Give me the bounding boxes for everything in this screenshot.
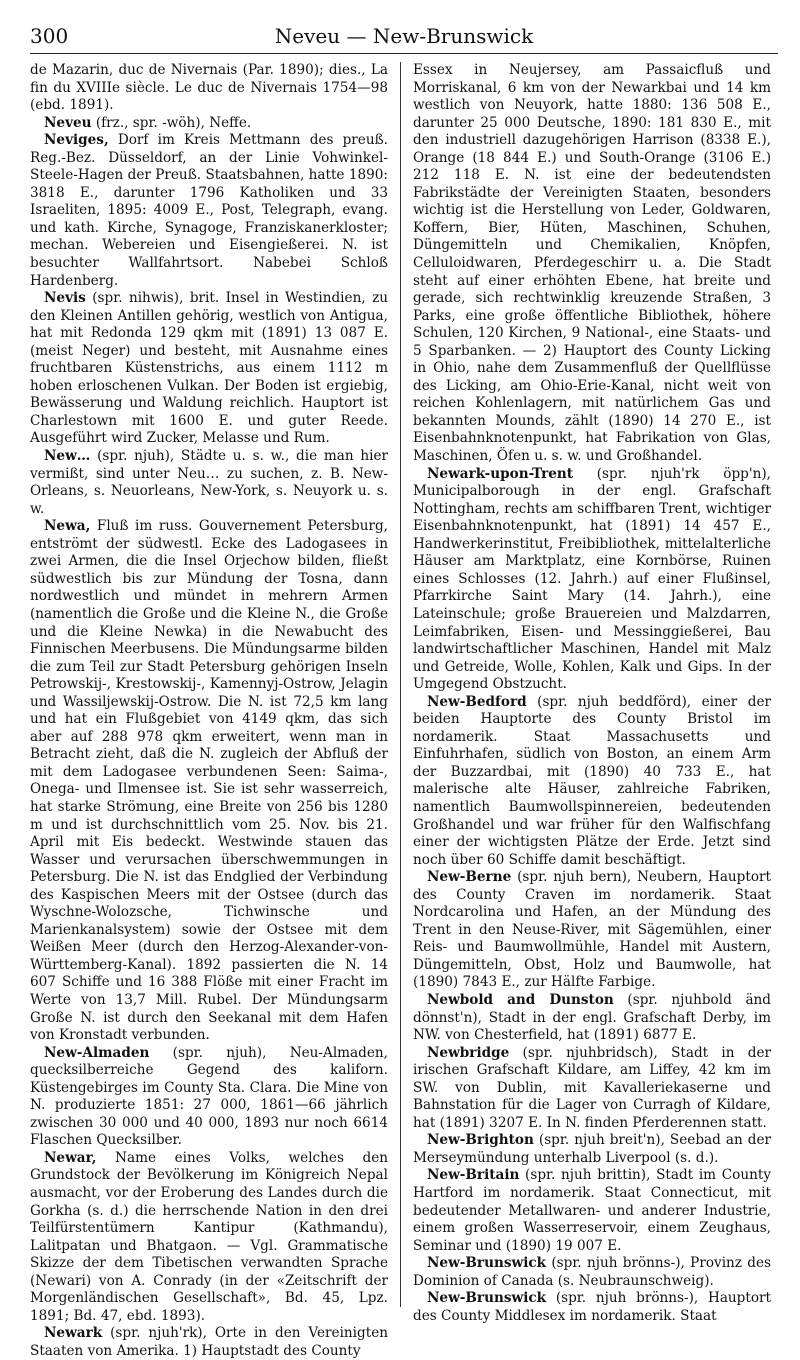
entry-headword: Nevis <box>44 290 86 307</box>
entry-headword: Neveu <box>44 114 92 131</box>
entry-headword: New-Britain <box>427 1167 520 1184</box>
text-columns <box>30 62 778 1359</box>
entry-headword: New-Brunswick <box>427 1290 547 1307</box>
dictionary-entry <box>413 466 771 694</box>
entry-headword: New-Brunswick <box>427 1255 547 1272</box>
entry-text: Name eines Volks, welches den Grundstock der Bevölkerung im Königreich Nepal ausmacht, vor der Eroberung des Landes durch die Gorkha (s. d.) die herrschende Nation in den drei Teilfürstentümern Kantipur (Kathmandu), Lalitpatan und Bhatgaon. — Vgl. Grammatische Skizze der dem Tibetischen verwandten Sprache (Newari) von A. Conrady (in der «Zeitschrift der Morgenländischen Gesellschaft», Bd. 45, Lpz. 1891; Bd. 47, ebd. 1893). <box>30 1149 388 1324</box>
dictionary-entry <box>30 290 388 448</box>
dictionary-entry <box>413 992 771 1045</box>
running-head: Neveu — New-Brunswick <box>274 24 534 48</box>
entry-text: (spr. njuh brönns-), Hauptort des County Middlesex im nordamerik. Staat <box>413 1290 771 1324</box>
entry-text: (spr. njuh), Neu-Almaden, quecksilberreiche Gegend des kaliforn. Küstengebirges im County Sta. Clara. Die Mine von N. produzierte 1851: 27 000, 1861—66 jährlich zwischen 30 000 und 40 000, 1893 nur noch 6614 Flaschen Quecksilber. <box>30 1044 388 1149</box>
right-column <box>405 62 772 1324</box>
entry-headword: New-Almaden <box>44 1044 150 1061</box>
entry-headword: Newbridge <box>427 1044 510 1061</box>
entry-text: (frz., spr. -wöh), Neffe. <box>91 114 252 131</box>
entry-headword: New-Brighton <box>427 1132 534 1149</box>
entry-headword: Newar, <box>44 1149 97 1166</box>
dictionary-entry <box>413 1167 771 1255</box>
dictionary-entry <box>30 115 388 133</box>
page-number: 300 <box>30 24 69 48</box>
entry-headword: New-Berne <box>427 869 512 886</box>
entry-text: Dorf im Kreis Mettmann des preuß. Reg.-Bez. Düsseldorf, an der Linie Vohwinkel-Steele-Hagen der Preuß. Staatsbahnen, hatte 1890: 3818 E., darunter 1796 Katholiken und 33 Israeliten, 1895: 4009 E., Post, Telegraph, evang. und kath. Kirche, Synagoge, Franziskanerkloster; mechan. Webereien und Eisengießerei. N. ist besuchter Wallfahrtsort. Nabebei Schloß Hardenberg. <box>30 132 388 289</box>
dictionary-entry <box>30 448 388 518</box>
dictionary-entry <box>30 518 388 1044</box>
page-header <box>30 24 778 54</box>
left-column <box>30 62 396 1359</box>
dictionary-entry <box>413 1290 771 1325</box>
dictionary-entry <box>413 1045 771 1133</box>
entry-headword: Neviges, <box>44 132 109 149</box>
dictionary-entry <box>413 62 771 466</box>
entry-headword: New-Bedford <box>427 693 527 710</box>
dictionary-entry <box>30 132 388 290</box>
entry-text: (spr. njuh brittin), Stadt im County Hartford im nordamerik. Staat Connecticut, mit bedeutender Metallwaren- und anderer Industrie, einem großen Wasserreservoir, einem Zeughaus, Seminar und (1890) 19 007 E. <box>413 1167 771 1254</box>
entry-headword: New… <box>44 448 91 465</box>
dictionary-entry <box>413 1132 771 1167</box>
dictionary-entry <box>413 1255 771 1290</box>
dictionary-entry <box>30 62 388 115</box>
entry-text: Fluß im russ. Gouvernement Petersburg, entströmt der südwestl. Ecke des Ladogasees in zwei Armen, die die Insel Orjechow bilden, fließt südwestlich bis zur Mündung der Tosna, dann nordwestlich und mündet in mehrern Armen (namentlich die Große und die Kleine N., die Große und die Kleine Newka) in die Newabucht des Finnischen Meerbusens. Die Mündungsarme bilden die zum Teil zur Stadt Petersburg gehörigen Inseln Petrowskij-, Krestowskij-, Kamennyj-Ostrow, Jelagin und Wassiljewskij-Ostrow. Die N. ist 72,5 km lang und hat ein Flußgebiet von 4149 qkm, das sich aber auf 288 978 qkm erweitert, wenn man in Betracht zieht, daß die N. zugleich der Abfluß der mit dem Ladogasee verbundenen Seen: Saima-, Onega- und Ilmensee ist. Sie ist sehr wasserreich, hat starke Strömung, eine Breite von 256 bis 1280 m und ist durchschnittlich vom 25. Nov. bis 21. April mit Eis bedeckt. Westwinde stauen das Wasser und verursachen überschwemmungen in Petersburg. Die N. ist das Endglied der Verbindung des Kaspischen Meers mit der Ostsee (durch das Wyschne-Wolozsche, Tichwinsche und Marienkanalsystem) sowie der Ostsee mit dem Weißen Meer (durch den Herzog-Alexander-von-Württemberg-Kanal). 1892 passierten die N. 14 607 Schiffe und 16 388 Flöße mit einer Fracht im Werte von 13,7 Mill. Rubel. Der Mündungsarm Große N. ist durch den Seekanal mit dem Hafen von Kronstadt verbunden. <box>30 518 388 1044</box>
entry-text: (spr. njuh brönns-), Provinz des Dominion of Canada (s. Neubraunschweig). <box>413 1255 771 1289</box>
entry-text: (spr. njuh'rk), Orte in den Vereinigten Staaten von Amerika. 1) Hauptstadt des County <box>30 1325 388 1359</box>
entry-text: de Mazarin, duc de Nivernais (Par. 1890); dies., La fin du XVIIIe siècle. Le duc de Nivernais 1754—98 (ebd. 1891). <box>30 62 388 114</box>
entry-text: (spr. njuh beddförd), einer der beiden Hauptorte des County Bristol im nordamerik. Staat Massachusetts und Einfuhrhafen, südlich von Boston, an einem Arm der Buzzardbai, mit (1890) 40 733 E., hat malerische alte Häuser, zahlreiche Fabriken, namentlich Baumwollspinnereien, bedeutenden Großhandel und war früher für den Walfischfang einer der wichtigsten Plätze der Erde. Jetzt sind noch über 60 Schiffe damit beschäftigt. <box>413 693 771 868</box>
entry-text: Essex in Neujersey, am Passaicfluß und Morriskanal, 6 km von der Newarkbai und 14 km westlich von Neuyork, hatte 1880: 136 508 E., darunter 25 000 Deutsche, 1890: 181 830 E., mit den industriell dazugehörigen Harrison (8338 E.), Orange (18 844 E.) und South-Orange (3106 E.) 212 118 E. N. ist eine der bedeutendsten Fabrikstädte der Vereinigten Staaten, besonders wichtig ist die Herstellung von Leder, Goldwaren, Koffern, Bier, Hüten, Maschinen, Schuhen, Düngemitteln und Chemikalien, Knöpfen, Celluloidwaren, Pferdegeschirr u. a. Die Stadt steht auf einer erhöhten Ebene, hat breite und gerade, sich rechtwinklig kreuzende Straßen, 3 Parks, eine große öffentliche Bibliothek, höhere Schulen, 120 Kirchen, 9 National-, eine Staats- und 5 Sparbanken. — 2) Hauptort des County Licking in Ohio, nahe dem Zusammenfluß der Quellflüsse des Licking, am Ohio-Erie-Kanal, nicht weit von reichen Kohlenlagern, mit natürlichem Gas und bekannten Mounds, zählt (1890) 14 270 E., ist Eisenbahnknotenpunkt, hat Fabrikation von Glas, Maschinen, Öfen u. s. w. und Großhandel. <box>413 62 771 465</box>
dictionary-entry <box>413 694 771 869</box>
entry-text: (spr. njuh bern), Neubern, Hauptort des County Craven im nordamerik. Staat Nordcarolina und Hafen, an der Mündung des Trent in den Neuse-River, mit Sägemühlen, einer Reis- und Baumwollmühle, Handel mit Austern, Düngemitteln, Obst, Holz und Baumwolle, hat (1890) 7843 E., zur Hälfte Farbige. <box>413 869 771 991</box>
entry-text: (spr. njuhbold änd dönnst'n), Stadt in der engl. Grafschaft Derby, im NW. von Chesterfield, hat (1891) 6877 E. <box>413 991 772 1044</box>
entry-text: (spr. nihwis), brit. Insel in Westindien, zu den Kleinen Antillen gehörig, westlich von Antigua, hat mit Redonda 129 qkm mit (1891) 13 087 E. (meist Neger) und besteht, mit Ausnahme eines fruchtbaren Küstenstrichs, aus einem 1112 m hoben erloschenen Vulkan. Der Boden ist ergiebig, Bewässerung und Waldung reichlich. Hauptort ist Charlestown mit 1600 E. und guter Reede. Ausgeführt wird Zucker, Melasse und Rum. <box>30 290 388 447</box>
entry-text: (spr. njuh'rk öpp'n), Municipalborough in der engl. Grafschaft Nottingham, rechts am schiffbaren Trent, wichtiger Eisenbahnknotenpunkt, hat (1891) 14 457 E., Handwerkerinstitut, Freibibliothek, mittelalterliche Häuser am Marktplatz, eine Kornbörse, Ruinen eines Schlosses (12. Jahrh.) auf einer Flußinsel, Pfarrkirche Saint Mary (14. Jahrh.), eine Lateinschule; große Brauereien und Malzdarren, Leimfabriken, Eisen- und Messinggießerei, Bau landwirtschaftlicher Maschinen, Handel mit Malz und Getreide, Wolle, Kohlen, Kalk und Gips. In der Umgegend Obstzucht. <box>413 465 771 693</box>
entry-headword: Newark-upon-Trent <box>427 465 574 482</box>
entry-headword: Newark <box>44 1325 103 1342</box>
column-divider <box>400 62 401 1307</box>
dictionary-entry <box>413 869 771 992</box>
dictionary-entry <box>30 1045 388 1150</box>
dictionary-entry <box>30 1150 388 1325</box>
entry-text: (spr. njuh breit'n), Seebad an der Merseymündung unterhalb Liverpool (s. d.). <box>413 1132 771 1166</box>
entry-text: (spr. njuhbridsch), Stadt in der irischen Grafschaft Kildare, am Liffey, 42 km im SW. von Dublin, mit Kavalleriekaserne und Bahnstation für die Lager von Curragh of Kildare, hat (1891) 3207 E. In N. finden Pferderennen statt. <box>413 1044 771 1131</box>
entry-headword: Newbold and Dunston <box>427 991 614 1008</box>
entry-headword: Newa, <box>44 518 91 535</box>
entry-text: (spr. njuh), Städte u. s. w., die man hier vermißt, sind unter Neu… zu suchen, z. B. New-Orleans, s. Neuorleans, New-York, s. Neuyork u. s. w. <box>30 448 388 517</box>
dictionary-entry <box>30 1325 388 1360</box>
